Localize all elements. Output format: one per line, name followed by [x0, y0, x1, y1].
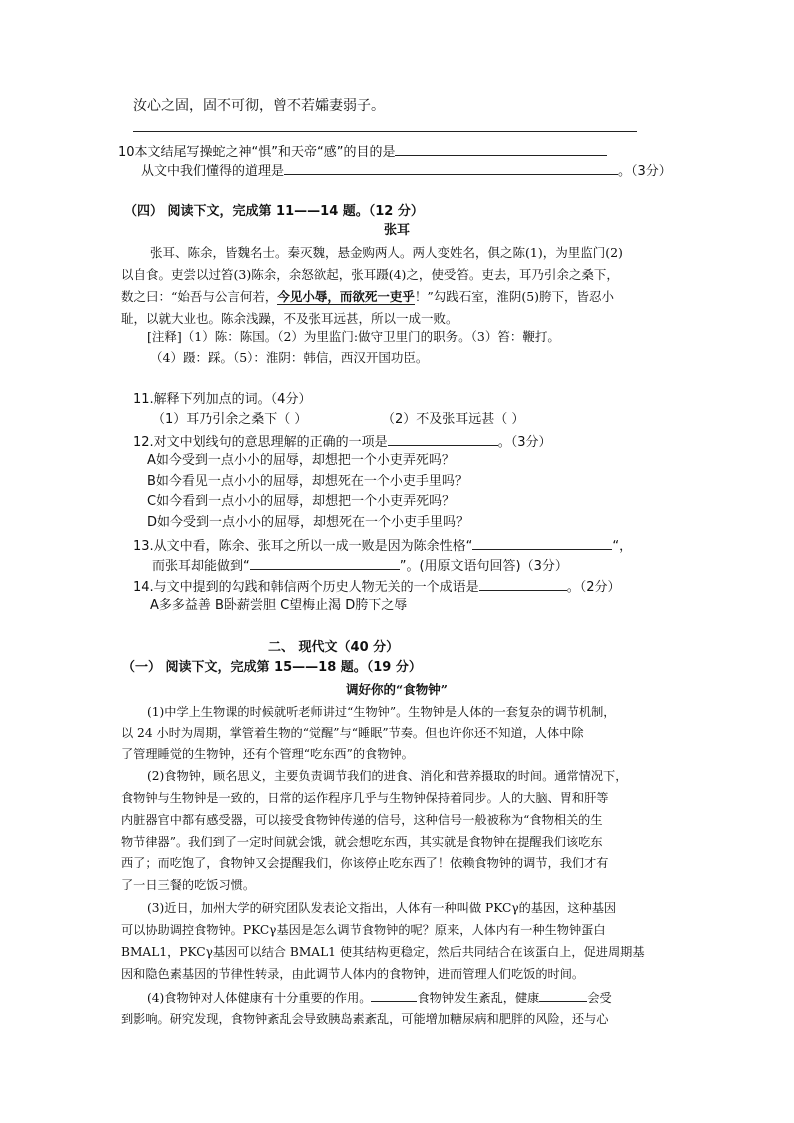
article-line	[147, 989, 612, 1006]
question-11: 11.解释下列加点的词。（4分）	[133, 392, 312, 407]
question-score: 。（2分）	[566, 580, 621, 595]
text-line: 汝心之固，固不可彻，曾不若孀妻弱子。	[133, 98, 385, 114]
answer-blank[interactable]	[472, 537, 612, 550]
question-text: “，	[612, 539, 633, 554]
answer-blank[interactable]	[250, 557, 400, 570]
article-line: 因和隐色素基因的节律性转录，由此调节人体内的食物钟，进而管理人们吃饭的时间。	[121, 967, 585, 981]
passage-line: 张耳、陈余，皆魏名士。秦灭魏，悬金购两人。两人变姓名，俱之陈(1)，为里监门(2)	[150, 245, 623, 260]
article-text: 食物钟发生紊乱，健康	[417, 991, 540, 1005]
answer-blank[interactable]	[371, 989, 417, 1002]
article-line: 了管理睡觉的生物钟，还有个管理“吃东西”的食物钟。	[121, 747, 414, 761]
article-line: 食物钟与生物钟是一致的，日常的运作程序几乎与生物钟保持着同步。人的大脑、胃和肝等	[121, 791, 609, 805]
option-b: B如今看见一点小小的屈辱，却想死在一个小吏手里吗？	[147, 474, 468, 489]
question-text: 12.对文中划线句的意思理解的正确的一项是	[133, 435, 388, 450]
annotation-line: （4）蹑：踩。（5）：淮阴：韩信，西汉开国功臣。	[150, 350, 429, 365]
question-text: 而张耳却能做到“	[152, 559, 250, 574]
passage-line: 以自食。吏尝以过笞(3)陈余，余怒欲起，张耳蹑(4)之，使受笞。吏去，耳乃引余之桑下，	[121, 267, 619, 282]
answer-blank[interactable]	[539, 989, 587, 1002]
article-line: 可以协助调控食物钟。PKCγ基因是怎么调节食物钟的呢？原来，人体内有一种生物钟蛋白	[121, 923, 606, 937]
question-text: 从文中我们懂得的道理是	[141, 164, 285, 179]
answer-blank[interactable]	[479, 578, 567, 591]
article-line: 到影响。研究发现，食物钟紊乱会导致胰岛素紊乱，可能增加糖尿病和肥胖的风险，还与心	[121, 1012, 609, 1026]
question-10	[118, 143, 607, 161]
answer-blank[interactable]	[395, 143, 607, 156]
passage-title: 张耳	[383, 223, 410, 238]
article-text: 会受	[587, 991, 612, 1005]
answer-line	[133, 131, 637, 132]
question-score: 。（3分）	[497, 435, 552, 450]
article-text: (4)食物钟对人体健康有十分重要的作用。	[147, 991, 372, 1005]
question-14-options: A多多益善 B卧薪尝胆 C望梅止渴 D胯下之辱	[150, 598, 408, 613]
answer-blank[interactable]	[284, 162, 618, 175]
question-11-item-2: （2）不及张耳远甚（ ）	[382, 412, 525, 427]
subsection-heading: （一） 阅读下文，完成第 15——18 题。（19 分）	[122, 660, 422, 675]
article-line: 物节律器”。我们到了一定时间就会饿，就会想吃东西，其实就是食物钟在提醒我们该吃东	[121, 835, 603, 849]
question-score: 。（3分）	[618, 164, 672, 179]
passage-line	[121, 289, 614, 305]
underlined-sentence: 今见小辱，而欲死一吏乎	[277, 289, 415, 304]
question-11-item-1: （1）耳乃引余之桑下（ ）	[152, 412, 308, 427]
question-13-line2	[152, 557, 568, 575]
article-line: (2)食物钟，顾名思义，主要负责调节我们的进食、消化和营养摄取的时间。通常情况下，	[147, 769, 628, 783]
option-d: D如今受到一点小小的屈辱，却想死在一个小吏手里吗？	[147, 515, 470, 530]
section-heading: 二、 现代文（40 分）	[268, 640, 400, 655]
question-14	[133, 578, 620, 596]
option-c: C如今看到一点小小的屈辱，却想把一个小吏弄死吗？	[147, 494, 456, 509]
article-line: 了一日三餐的吃饭习惯。	[121, 878, 256, 892]
article-line: BMAL1，PKCγ基因可以结合 BMAL1 使其结构更稳定，然后共同结合在该蛋白上，促进周期基	[121, 945, 645, 959]
article-line: 以 24 小时为周期，掌管着生物的“觉醒”与“睡眠”节奏。但也许你还不知道，人体中除	[121, 726, 584, 740]
passage-line: 耻，以就大业也。陈余浅躁，不及张耳远甚，所以一成一败。	[121, 311, 459, 326]
question-text: 13.从文中看，陈余、张耳之所以一成一败是因为陈余性格“	[133, 539, 473, 554]
article-line: 西了；而吃饱了，食物钟又会提醒我们，你该停止吃东西了！依赖食物钟的调节，我们才有	[121, 856, 609, 870]
article-line: (3)近日，加州大学的研究团队发表论文指出，人体有一种叫做 PKCγ的基因，这种基因	[147, 901, 617, 915]
question-score: ”。(用原文语句回答)（3分）	[399, 559, 568, 574]
section-heading: （四） 阅读下文，完成第 11——14 题。（12 分）	[124, 204, 424, 219]
question-text: 14.与文中提到的勾践和韩信两个历史人物无关的一个成语是	[133, 580, 479, 595]
question-10-line2	[141, 162, 672, 180]
annotation-line: [注释]（1）陈：陈国。（2）为里监门:做守卫里门的职务。（3）笞：鞭打。	[147, 329, 560, 344]
passage-text: ！”勾践石室，淮阴(5)胯下，皆忍小	[414, 289, 615, 304]
article-line: 内脏器官中都有感受器，可以接受食物钟传递的信号，这种信号一般被称为“食物相关的生	[121, 813, 603, 827]
question-13	[133, 537, 632, 555]
question-text: 10本文结尾写操蛇之神“惧”和天帝“感”的目的是	[118, 145, 396, 160]
article-title: 调好你的“食物钟”	[346, 682, 448, 697]
article-line: (1)中学上生物课的时候就听老师讲过“生物钟”。生物钟是人体的一套复杂的调节机制，	[147, 705, 616, 719]
answer-blank[interactable]	[388, 433, 498, 446]
question-12	[133, 433, 551, 451]
passage-text: 数之曰：“始吾与公言何若，	[121, 289, 278, 304]
option-a: A如今受到一点小小的屈辱，却想把一个小吏弄死吗？	[147, 453, 455, 468]
